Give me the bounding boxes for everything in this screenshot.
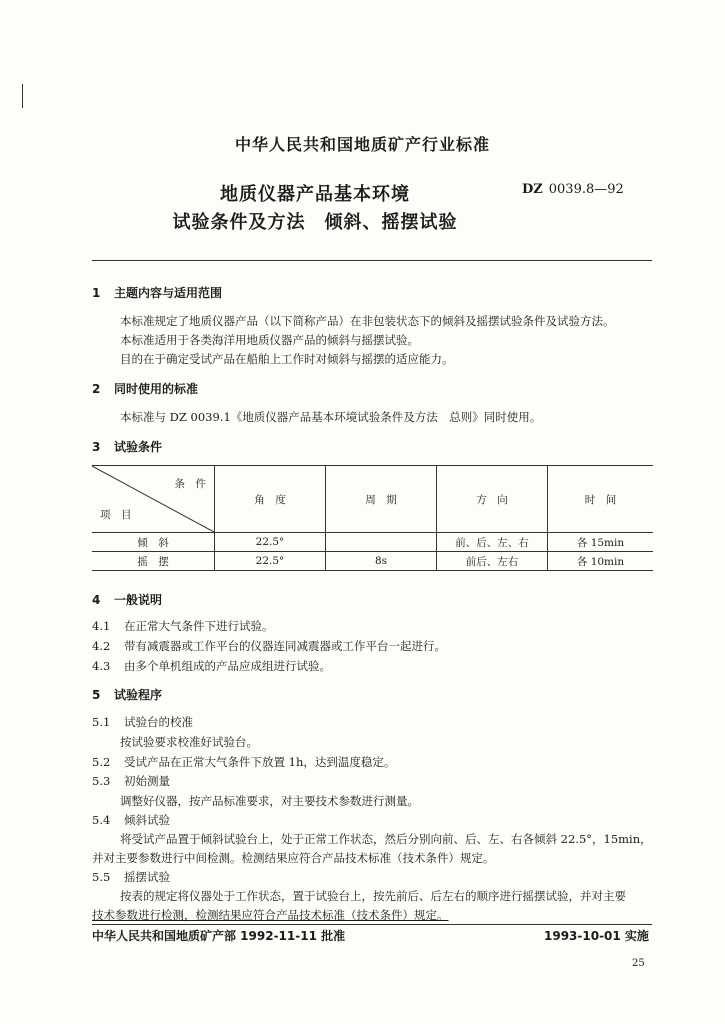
clause-5-1: 5.1 试验台的校准 [92, 715, 193, 729]
cell-angle: 22.5° [215, 533, 326, 552]
margin-mark [22, 84, 23, 108]
cell-time: 各 10min [548, 552, 654, 571]
issuing-organization: 中华人民共和国地质矿产行业标准 [234, 135, 490, 154]
section-1-para-3: 目的在于确定受试产品在船舶上工作时对倾斜与摇摆的适应能力。 [120, 352, 454, 366]
clause-5-3-body: 调整好仪器，按产品标准要求，对主要技术参数进行测量。 [120, 794, 419, 808]
col-header-angle: 角 度 [215, 466, 326, 533]
clause-4-2: 4.2 带有减震器或工作平台的仪器连同减震器或工作平台一起进行。 [92, 639, 446, 653]
cell-direction: 前、后、左、右 [437, 533, 548, 552]
table-row [92, 533, 653, 552]
cell-time: 各 15min [548, 533, 654, 552]
approval-statement: 中华人民共和国地质矿产部 1992-11-11 批准 [92, 929, 346, 943]
code-number: 0039.8—92 [548, 182, 624, 197]
effective-date: 1993-10-01 实施 [544, 929, 649, 943]
table-header-row [92, 466, 653, 533]
code-prefix: DZ [522, 182, 543, 197]
clause-5-5-body-2: 技术参数进行检测，检测结果应符合产品技术标准（技术条件）规定。 [92, 908, 449, 922]
section-2-para-1: 本标准与 DZ 0039.1《地质仪器产品基本环境试验条件及方法 总则》同时使用。 [120, 410, 542, 424]
standard-title-line1: 地质仪器产品基本环境 [220, 184, 410, 205]
footer-rule [92, 924, 652, 925]
clause-4-1: 4.1 在正常大气条件下进行试验。 [92, 619, 274, 633]
page-number: 25 [632, 958, 645, 969]
col-header-period: 周 期 [326, 466, 437, 533]
section-4-heading: 4 一般说明 [92, 593, 163, 607]
diag-label-items: 项 目 [100, 509, 132, 521]
diagonal-header-cell [92, 466, 215, 533]
cell-item: 倾 斜 [92, 533, 215, 552]
clause-5-5: 5.5 摇摆试验 [92, 870, 170, 884]
clause-5-2: 5.2 受试产品在正常大气条件下放置 1h，达到温度稳定。 [92, 755, 396, 769]
table-row [92, 552, 653, 571]
col-header-time: 时 间 [548, 466, 654, 533]
cell-period [326, 533, 437, 552]
cell-period: 8s [326, 552, 437, 571]
section-1-para-1: 本标准规定了地质仪器产品（以下简称产品）在非包装状态下的倾斜及摇摆试验条件及试验方法。 [120, 314, 615, 328]
clause-5-4-body-1: 将受试产品置于倾斜试验台上，处于正常工作状态，然后分别向前、后、左、右各倾斜 22.5°，15min， [120, 832, 652, 846]
section-1-para-2: 本标准适用于各类海洋用地质仪器产品的倾斜与摇摆试验。 [120, 333, 419, 347]
cell-angle: 22.5° [215, 552, 326, 571]
diag-label-conditions: 条 件 [174, 478, 206, 490]
clause-5-3: 5.3 初始测量 [92, 774, 170, 788]
clause-5-4: 5.4 倾斜试验 [92, 813, 170, 827]
clause-5-1-body: 按试验要求校准好试验台。 [120, 735, 258, 749]
standard-title-line2: 试验条件及方法 倾斜、摇摆试验 [172, 212, 458, 233]
section-2-heading: 2 同时使用的标准 [92, 382, 199, 396]
clause-4-3: 4.3 由多个单机组成的产品应成组进行试验。 [92, 659, 331, 673]
section-5-heading: 5 试验程序 [92, 688, 163, 702]
standard-code [522, 182, 624, 197]
cell-item: 摇 摆 [92, 552, 215, 571]
cell-direction: 前后、左右 [437, 552, 548, 571]
clause-5-5-body-1: 按表的规定将仪器处于工作状态，置于试验台上，按先前后、后左右的顺序进行摇摆试验，并对主要 [120, 889, 626, 903]
section-3-heading: 3 试验条件 [92, 440, 163, 454]
test-conditions-table [92, 465, 653, 571]
clause-5-4-body-2: 并对主要参数进行中间检测。检测结果应符合产品技术标准（技术条件）规定。 [92, 851, 495, 865]
col-header-direction: 方 向 [437, 466, 548, 533]
section-1-heading: 1 主题内容与适用范围 [92, 286, 223, 300]
header-rule [92, 260, 652, 261]
